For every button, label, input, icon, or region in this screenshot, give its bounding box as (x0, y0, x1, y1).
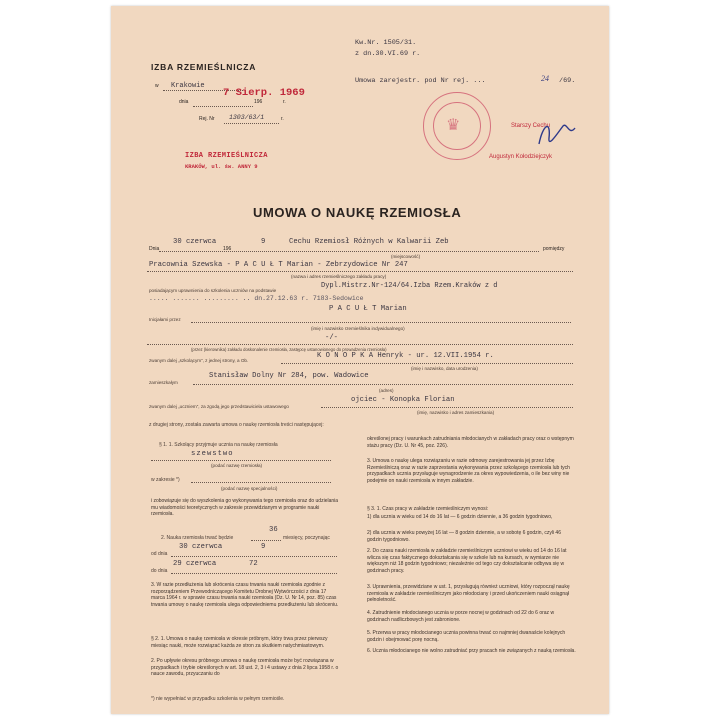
master-name-typed: P A C U Ł T Marian (329, 305, 407, 313)
guardian-typed: ojciec - Konopka Florian (351, 396, 455, 404)
par1-text: i zobowiązuje się do wyszkolenia go wykonywania tego rzemiosła oraz do udzielania mu wiadomości teoretycznych w zakresie przewidzianym w programie nauki rzemiosła. (151, 498, 339, 518)
right-par-6: 4. Zatrudnienie młodocianego ucznia w porze nocnej w godzinach od 22 do 6 oraz w godzinach nadliczbowych jest zabronione. (367, 610, 555, 623)
dnia-label: dnia (179, 99, 189, 105)
footnote: *) nie wypełniać w przypadku szkolenia w pełnym rzemiośle. (151, 696, 285, 702)
uprawniony-label: posiadającym uprawnienia do szkolenia uczniów na podstawie (149, 288, 277, 293)
right-par-3: § 3. 1. Czas pracy w zakładzie rzemieślniczym wynosi: (367, 506, 489, 512)
right-par-2: 3. Umowa o naukę ulega rozwiązaniu w razie odmowy zarejestrowania jej przez Izbę Rzemieślniczą oraz w razie zaprzestania wykonywania przez szkolącego rzemiosła lub tych przypadkach ucznia przysługuje wynagrodzenie za okres wypowiedzenia, o ile bez winy nie podejmie on nauki rzemiosła w innym zakładzie. (367, 458, 570, 484)
rej-line (224, 123, 279, 124)
umowa-suffix: /69. (559, 77, 576, 85)
kw-line: Kw.Nr. 1505/31. (355, 39, 417, 47)
start-line (171, 556, 337, 557)
zwanym-label: zwanym dalej „szkolącym”, z jednej strony, a Ob. (149, 358, 249, 363)
w-zakresie-label: w zakresie *) (151, 477, 180, 483)
umowa-number: 24 (541, 74, 549, 83)
right-par-3a: 1) dla ucznia w wieku od 14 do 16 lat — 6 godzin dziennie, a 36 godzin tygodniowo, (367, 514, 553, 520)
kierownik-line (147, 344, 573, 345)
trade-line (151, 460, 331, 461)
rej-number: 1303/63/1 (229, 114, 265, 121)
apprentice-line (281, 363, 573, 364)
dnia-row-label: Dnia (149, 246, 160, 252)
document-title: UMOWA O NAUKĘ RZEMIOSŁA (253, 205, 462, 220)
kierownik-dash-typed: -/- (325, 334, 338, 342)
workshop-line (147, 271, 573, 272)
eagle-emblem-icon: ♛ (446, 117, 461, 134)
right-par-4: 2. Do czasu nauki rzemiosła w zakładzie rzemieślniczym uczniowi w wieku od 14 do 16 lat wlicza się czas faktycznego dokształcania się w szkole lub na kursach, w wymiarze nie większym niż 18 godzin tygodniowo; niezależnie od tego czy dokształcanie odbywa się w godzinach pracy. (367, 548, 567, 574)
guardian-line (321, 407, 573, 408)
workshop-caption: (nazwa i adres rzemieślniczego zakładu pracy) (291, 274, 387, 279)
address-typed: Stanisław Dolny Nr 284, pow. Wadowice (209, 372, 369, 380)
uprawniony-typed-1: Dypl.Mistrz.Nr-124/64.Izba Rzem.Kraków z d (321, 282, 498, 290)
par2-label: 2. Nauka rzemiosła trwać będzie (161, 535, 234, 541)
umowa-register-line: Umowa zarejestr. pod Nr rej. ... (355, 77, 486, 85)
start-year-typed: 9 (261, 543, 266, 551)
apprentice-typed: K O N O P K A Henryk - ur. 12.VII.1954 r. (317, 352, 494, 360)
kierownik-caption: (przez (kierownika) zakładu doskonalenie rzemiosła, zastępcę ustanowionego do prowadzenia rzemiosła) (191, 347, 387, 352)
do-dnia-label: do dnia (151, 568, 168, 574)
round-cech-stamp (423, 92, 491, 160)
trade-typed: szewstwo (191, 450, 234, 458)
guardian-caption: (imię, nazwisko i adres zamieszkania) (417, 410, 495, 415)
trade-caption: (podać nazwę rzemiosła) (211, 463, 263, 468)
uczniem-label: zwanym dalej „uczniem”, za zgodą jego przedstawiciela ustawowego (149, 404, 289, 409)
inicjaly-line (191, 322, 571, 323)
start-date-typed: 30 czerwca (179, 543, 223, 551)
miejscowosc-caption: (miejscowość) (391, 254, 421, 259)
par1-intro: § 1. 1. Szkolący przyjmuje ucznia na naukę rzemiosła (159, 442, 278, 448)
right-par-8: 6. Ucznia młodocianego nie wolno zatrudniać przy pracach nie związanych z nauką rzemiosła. (367, 648, 576, 654)
uprawniony-typed-2: ..... ....... ......... .. dn.27.12.63 r. 7183-Sedowice (149, 295, 364, 302)
months-typed: 36 (269, 526, 278, 534)
r-label: r. (283, 99, 286, 105)
signature-mark (531, 114, 581, 154)
par3-text: 3. W razie przedłużenia lub skrócenia czasu trwania nauki rzemiosła zgodnie z rozporządzeniem Przewodniczącego Komitetu Drobnej Wytwórczości z dnia 17 marca 1964 r. w sprawie czasu trwania nauki rzemiosła (Dz. U. Nr 14, poz. 85) czas trwania umowy o naukę rzemiosła ulega odpowiedniemu przedłużeniu lub skróceniu. (151, 582, 339, 608)
end-line (171, 573, 337, 574)
end-date-typed: 29 czerwca (173, 560, 217, 568)
workshop-typed: Pracownia Szewska - P A C U Ł T Marian - Zebrzydowice Nr 247 (149, 261, 408, 269)
contract-date-typed: 30 czerwca (173, 238, 217, 246)
cech-stamp-title: Starszy Cechu (511, 123, 551, 129)
adres-caption: (adres) (379, 388, 394, 393)
chamber-title: IZBA RZEMIEŚLNICZA (151, 62, 257, 72)
right-par-3b: 2) dla ucznia w wieku powyżej 16 lat — 8 godzin dziennie, a w sobotę 6 godzin, czyli 46 godzin tygodniowo. (367, 530, 561, 543)
zamieszkalym-label: zamieszkałym (149, 380, 178, 385)
city-typed: Krakowie (171, 82, 205, 90)
z-drugiej-strony: z drugiej strony, została zawarta umowa o naukę rzemiosła treści następującej: (149, 422, 324, 428)
dnia-line (193, 106, 253, 107)
cech-typed: Cechu Rzemiosł Różnych w Kalwarii Zeb (289, 238, 449, 246)
par4-text: § 2. 1. Umowa o naukę rzemiosła w okresie próbnym, który trwa przez pierwszy miesiąc nauki, może rozwiązać każda ze stron za skutkiem natychmiastowym. (151, 636, 328, 649)
apprentice-caption: (imię i nazwisko, data urodzenia) (411, 366, 478, 371)
spec-caption: (podać nazwę specjalności) (221, 486, 278, 491)
rej-r-label: r. (281, 116, 284, 122)
address-line (193, 384, 573, 385)
contract-year-prefix: 196 (223, 246, 232, 252)
cech-stamp-name: Augustyn Kołodziejczyk (489, 154, 553, 160)
kw-date-line: z dn.30.VI.69 r. (355, 50, 421, 58)
right-par-5: 3. Uprawnienia, przewidziane w ust. 1, przysługują również uczniowi, który rozpoczął naukę rzemiosła w zakładzie rzemieślniczym jako młodociany i przed ukończeniem nauki osiągnął pełnoletność. (367, 584, 570, 604)
od-dnia-label: od dnia (151, 551, 168, 557)
red-stamp-line1: IZBA RZEMIEŚLNICZA (185, 152, 268, 160)
right-par-7: 5. Przerwa w pracy młodocianego ucznia powinna trwać co najmniej dwanaście kolejnych godzin i obejmować porę nocną. (367, 630, 566, 643)
date-stamp: 7 Sierp. 1969 (223, 87, 305, 99)
inicjaly-caption: (imię i nazwisko rzemieślnika indywidualnego) (311, 326, 405, 331)
year-label: 196 (254, 99, 263, 105)
inicjaly-label: Inicjałami przez (149, 317, 181, 322)
document-sheet (111, 6, 609, 714)
w-label: w (155, 83, 159, 89)
pomiedzy-label: pomiędzy (543, 246, 565, 252)
months-line (251, 540, 281, 541)
par5-text: 2. Po upływie okresu próbnego umowa o naukę rzemiosła może być rozwiązana w przypadkach i trybie określonych w art. 18 ust. 2, 3 i 4 ustawy z dnia 2 lipca 1958 r. o nauce zawodu, przyuczaniu do (151, 658, 339, 678)
right-par-1: określonej pracy i warunkach zatrudniania młodocianych w zakładach pracy oraz o wstępnym stażu pracy (Dz. U. Nr 45, poz. 226). (367, 436, 574, 449)
dnia-line-row (159, 251, 539, 252)
spec-line (191, 482, 331, 483)
contract-year-typed: 9 (261, 238, 266, 246)
red-stamp-line2: KRAKÓW, ul. św. ANNY 9 (185, 163, 258, 170)
end-year-typed: 72 (249, 560, 258, 568)
par2-suffix: miesięcy, poczynając (283, 535, 330, 541)
rej-label: Rej. Nr (199, 116, 215, 122)
